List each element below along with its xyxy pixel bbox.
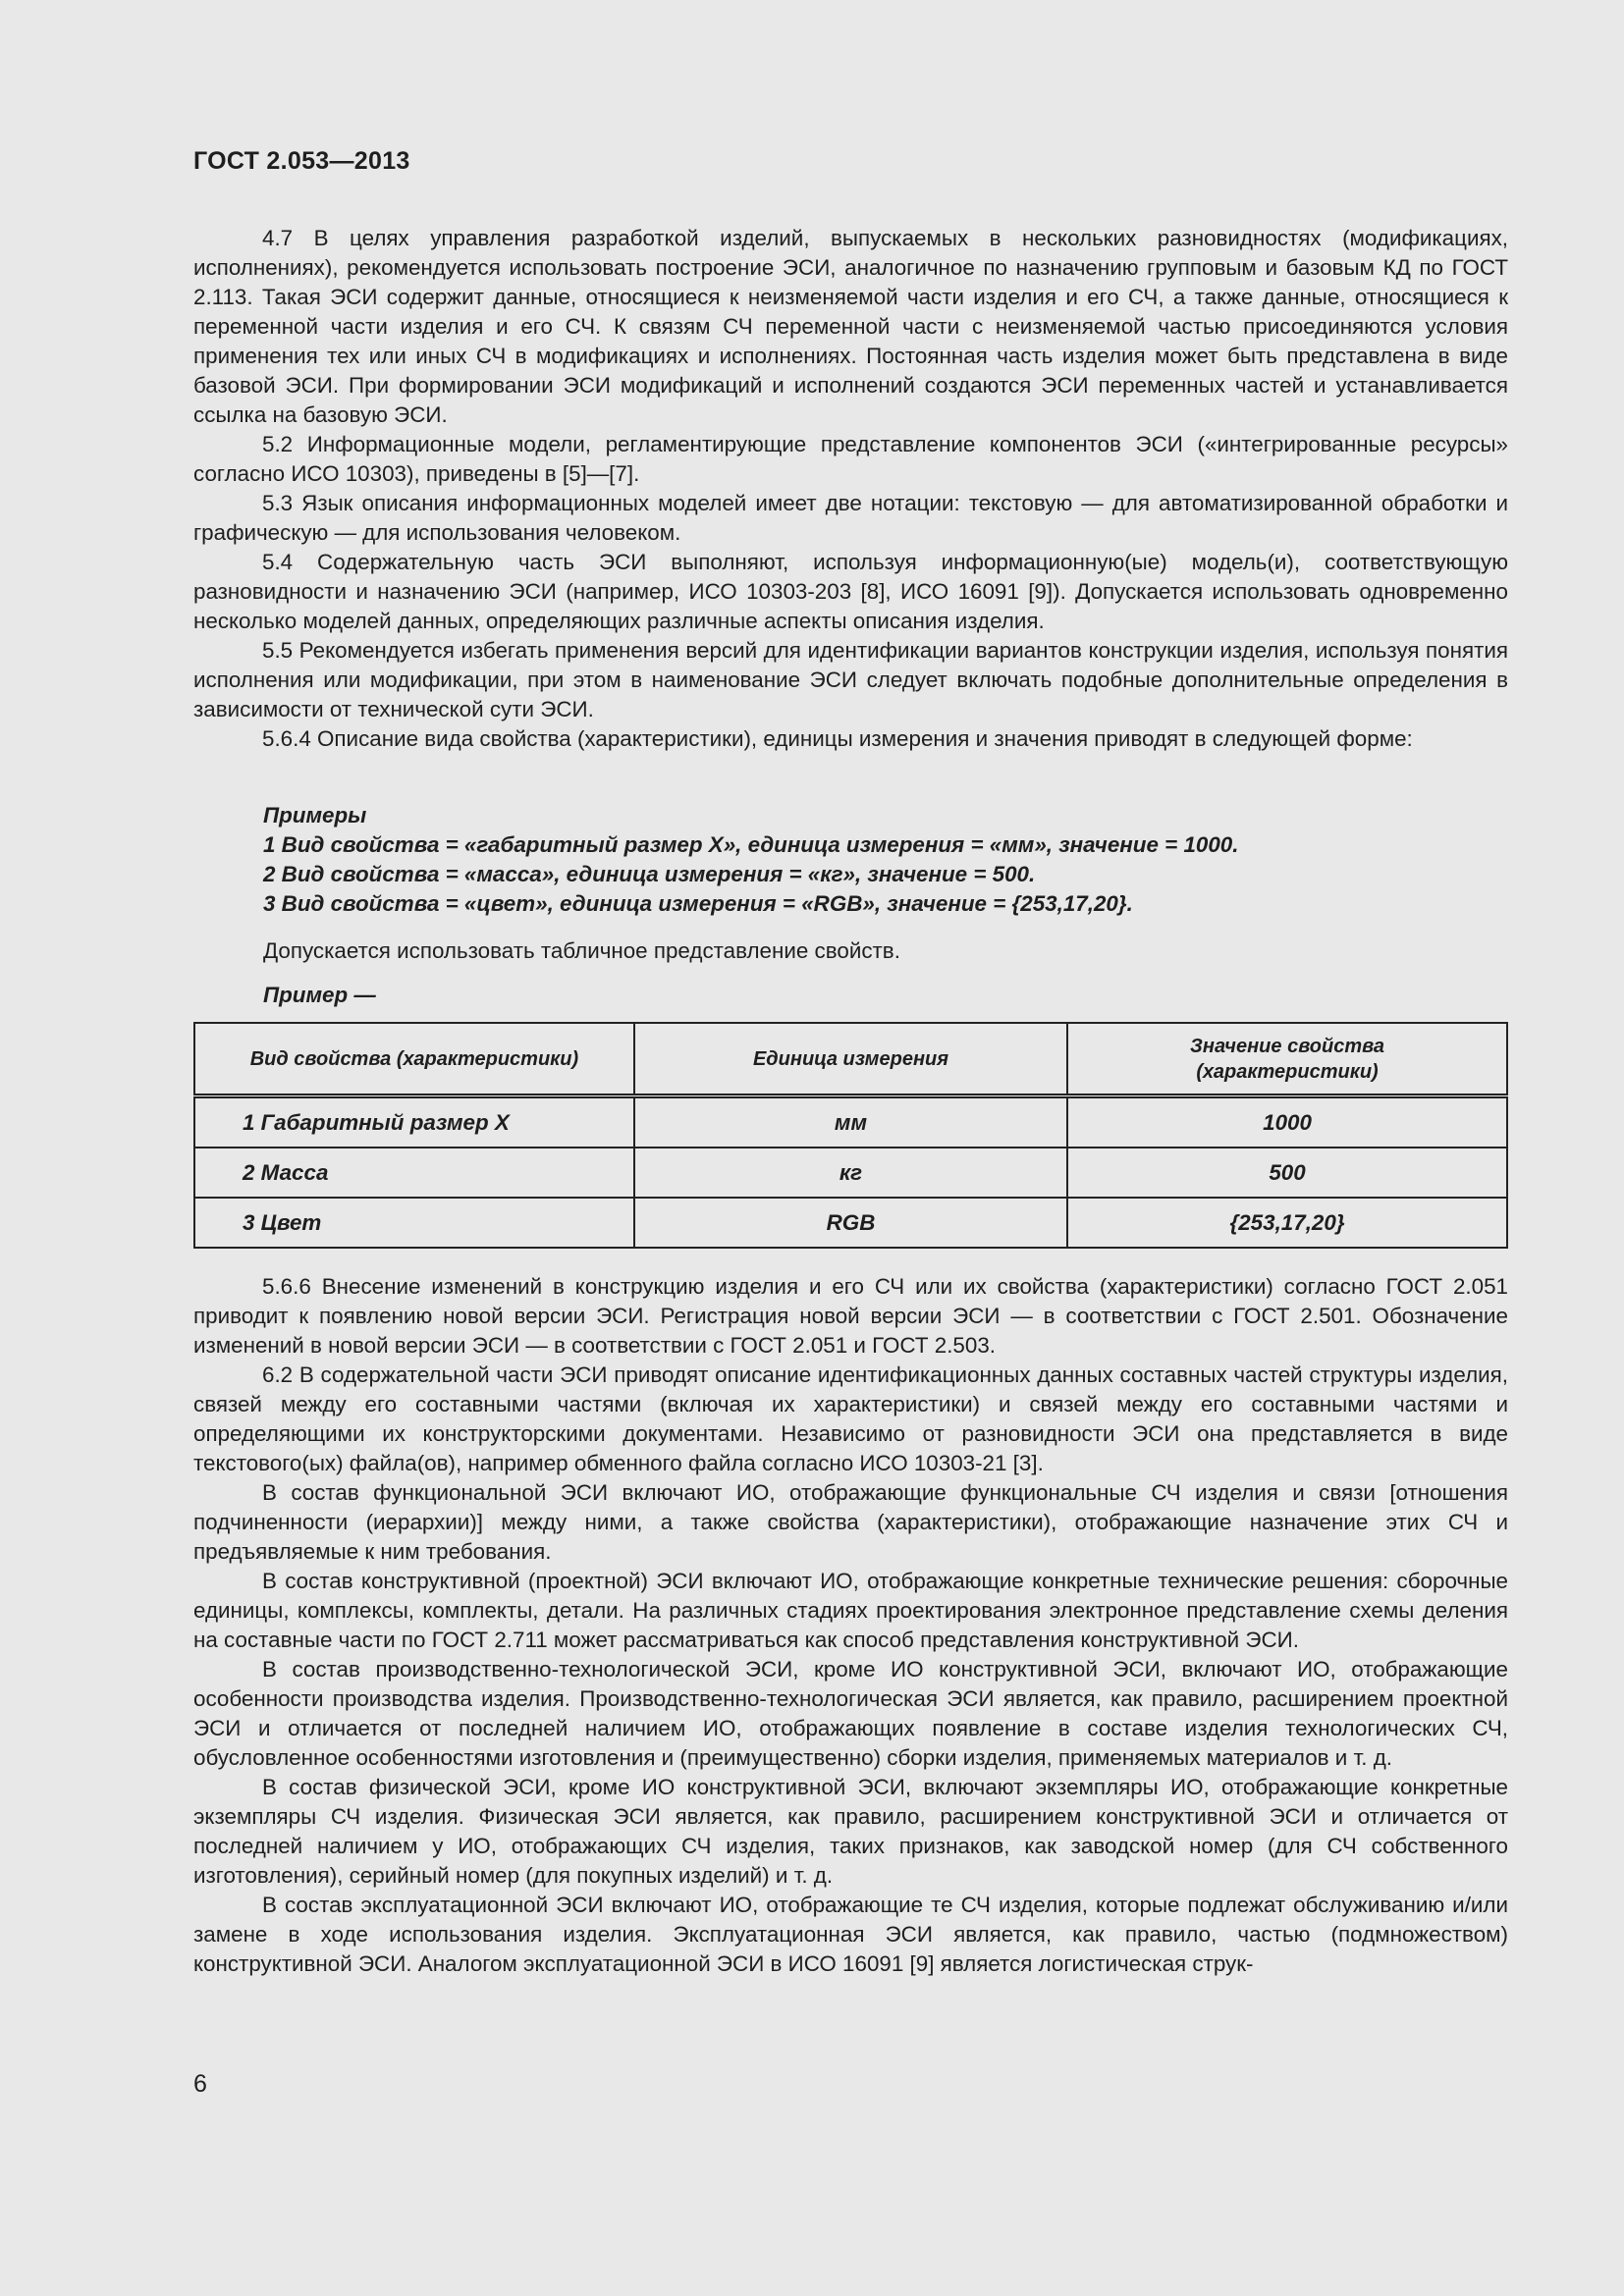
paragraph: 5.4 Содержательную часть ЭСИ выполняют, используя информационную(ые) модель(и), соответствующую разновидности и назначению ЭСИ (например, ИСО 10303-203 [8], ИСО 16091 [9]). Допускается использовать одновременно несколько моделей данных, определяющих различные аспекты описания изделия.: [193, 550, 1508, 633]
paragraph: 5.6.6 Внесение изменений в конструкцию изделия и его СЧ или их свойства (характеристики) согласно ГОСТ 2.051 приводит к появлению новой версии ЭСИ. Регистрация новой версии ЭСИ — в соответствии с ГОСТ 2.501. Обозначение изменений в новой версии ЭСИ — в соответствии с ГОСТ 2.051 и ГОСТ 2.503.: [193, 1274, 1508, 1358]
table-header-cell: Единица измерения: [634, 1023, 1067, 1096]
paragraph: В состав эксплуатационной ЭСИ включают ИО, отображающие те СЧ изделия, которые подлежат обслуживанию и/или замене в ходе использования изделия. Эксплуатационная ЭСИ является, как правило, частью (подмножеством) конструктивной ЭСИ. Аналогом эксплуатационной ЭСИ в ИСО 16091 [9] является логистическая струк-: [193, 1893, 1508, 1976]
table-cell: 1000: [1067, 1096, 1507, 1148]
table-cell: {253,17,20}: [1067, 1198, 1507, 1248]
example-item: 2 Вид свойства = «масса», единица измерения = «кг», значение = 500.: [263, 862, 1036, 886]
properties-table: [193, 1022, 1508, 1249]
example-item: 3 Вид свойства = «цвет», единица измерения = «RGB», значение = {253,17,20}.: [263, 891, 1133, 916]
example-label: Пример —: [263, 983, 376, 1007]
paragraph: В состав конструктивной (проектной) ЭСИ включают ИО, отображающие конкретные технические решения: сборочные единицы, комплексы, комплекты, детали. На различных стадиях проектирования электронное представление схемы деления на составные части по ГОСТ 2.711 может рассматриваться как способ представления конструктивной ЭСИ.: [193, 1569, 1508, 1652]
examples-heading: Примеры: [263, 803, 367, 828]
table-row: [194, 1198, 1507, 1248]
table-cell: 3 Цвет: [194, 1198, 634, 1248]
table-cell: 500: [1067, 1148, 1507, 1198]
paragraph: 6.2 В содержательной части ЭСИ приводят описание идентификационных данных составных частей структуры изделия, связей между его составными частями (включая их характеристики) и связей между его составными частями и определяющими их конструкторскими документами. Независимо от разновидности ЭСИ она представляется в виде текстового(ых) файла(ов), например обменного файла согласно ИСО 10303-21 [3].: [193, 1362, 1508, 1475]
table-header-cell: Вид свойства (характеристики): [194, 1023, 634, 1096]
examples-block: [263, 801, 1508, 919]
table-row: [194, 1148, 1507, 1198]
body-text-top: [193, 224, 1508, 754]
table-cell: 1 Габаритный размер X: [194, 1096, 634, 1148]
paragraph: 5.3 Язык описания информационных моделей имеет две нотации: текстовую — для автоматизированной обработки и графическую — для использования человеком.: [193, 491, 1508, 545]
paragraph: 5.2 Информационные модели, регламентирующие представление компонентов ЭСИ («интегрированные ресурсы» согласно ИСО 10303), приведены в [5]—[7].: [193, 432, 1508, 486]
paragraph: 5.6.4 Описание вида свойства (характеристики), единицы измерения и значения приводят в следующей форме:: [262, 726, 1413, 751]
table-header-row: [194, 1023, 1507, 1096]
table-cell: RGB: [634, 1198, 1067, 1248]
paragraph: В состав физической ЭСИ, кроме ИО конструктивной ЭСИ, включают экземпляры ИО, отображающие конкретные экземпляры СЧ изделия. Физическая ЭСИ является, как правило, расширением конструктивной ЭСИ и отличается от последней наличием у ИО, отображающих СЧ изделия, таких признаков, как заводской номер (для СЧ собственного изготовления), серийный номер (для покупных изделий) и т. д.: [193, 1775, 1508, 1888]
paragraph: 5.5 Рекомендуется избегать применения версий для идентификации вариантов конструкции изделия, используя понятия исполнения или модификации, при этом в наименование ЭСИ следует включать подобные дополнительные определения в зависимости от технической сути ЭСИ.: [193, 638, 1508, 721]
page-number: 6: [193, 2070, 207, 2098]
page-header: ГОСТ 2.053—2013: [193, 147, 410, 175]
paragraph: В состав функциональной ЭСИ включают ИО, отображающие функциональные СЧ изделия и связи [отношения подчиненности (иерархии)] между ними, а также свойства (характеристики), отображающие назначение этих СЧ и предъявляемые к ним требования.: [193, 1480, 1508, 1564]
table-row: [194, 1096, 1507, 1148]
table-header-cell: Значение свойства (характеристики): [1067, 1023, 1507, 1096]
table-cell: кг: [634, 1148, 1067, 1198]
table-note: Допускается использовать табличное представление свойств.: [263, 938, 900, 963]
table-cell: мм: [634, 1096, 1067, 1148]
paragraph: 4.7 В целях управления разработкой изделий, выпускаемых в нескольких разновидностях (модификациях, исполнениях), рекомендуется использовать построение ЭСИ, аналогичное по назначению групповым и базовым КД по ГОСТ 2.113. Такая ЭСИ содержит данные, относящиеся к неизменяемой части изделия и его СЧ, а также данные, относящиеся к переменной части изделия и его СЧ. К связям СЧ переменной части с неизменяемой частью присоединяются условия применения тех или иных СЧ в модификациях и исполнениях. Постоянная часть изделия может быть представлена в виде базовой ЭСИ. При формировании ЭСИ модификаций и исполнений создаются ЭСИ переменных частей и устанавливается ссылка на базовую ЭСИ.: [193, 226, 1508, 427]
example-item: 1 Вид свойства = «габаритный размер X», единица измерения = «мм», значение = 1000.: [263, 832, 1239, 857]
body-text-bottom: [193, 1272, 1508, 1979]
table-cell: 2 Масса: [194, 1148, 634, 1198]
paragraph: В состав производственно-технологической ЭСИ, кроме ИО конструктивной ЭСИ, включают ИО, отображающие особенности производства изделия. Производственно-технологическая ЭСИ является, как правило, расширением проектной ЭСИ и отличается от последней наличием ИО, отображающих появление в составе изделия технологических СЧ, обусловленное особенностями изготовления и (преимущественно) сборки изделия, применяемых материалов и т. д.: [193, 1657, 1508, 1770]
